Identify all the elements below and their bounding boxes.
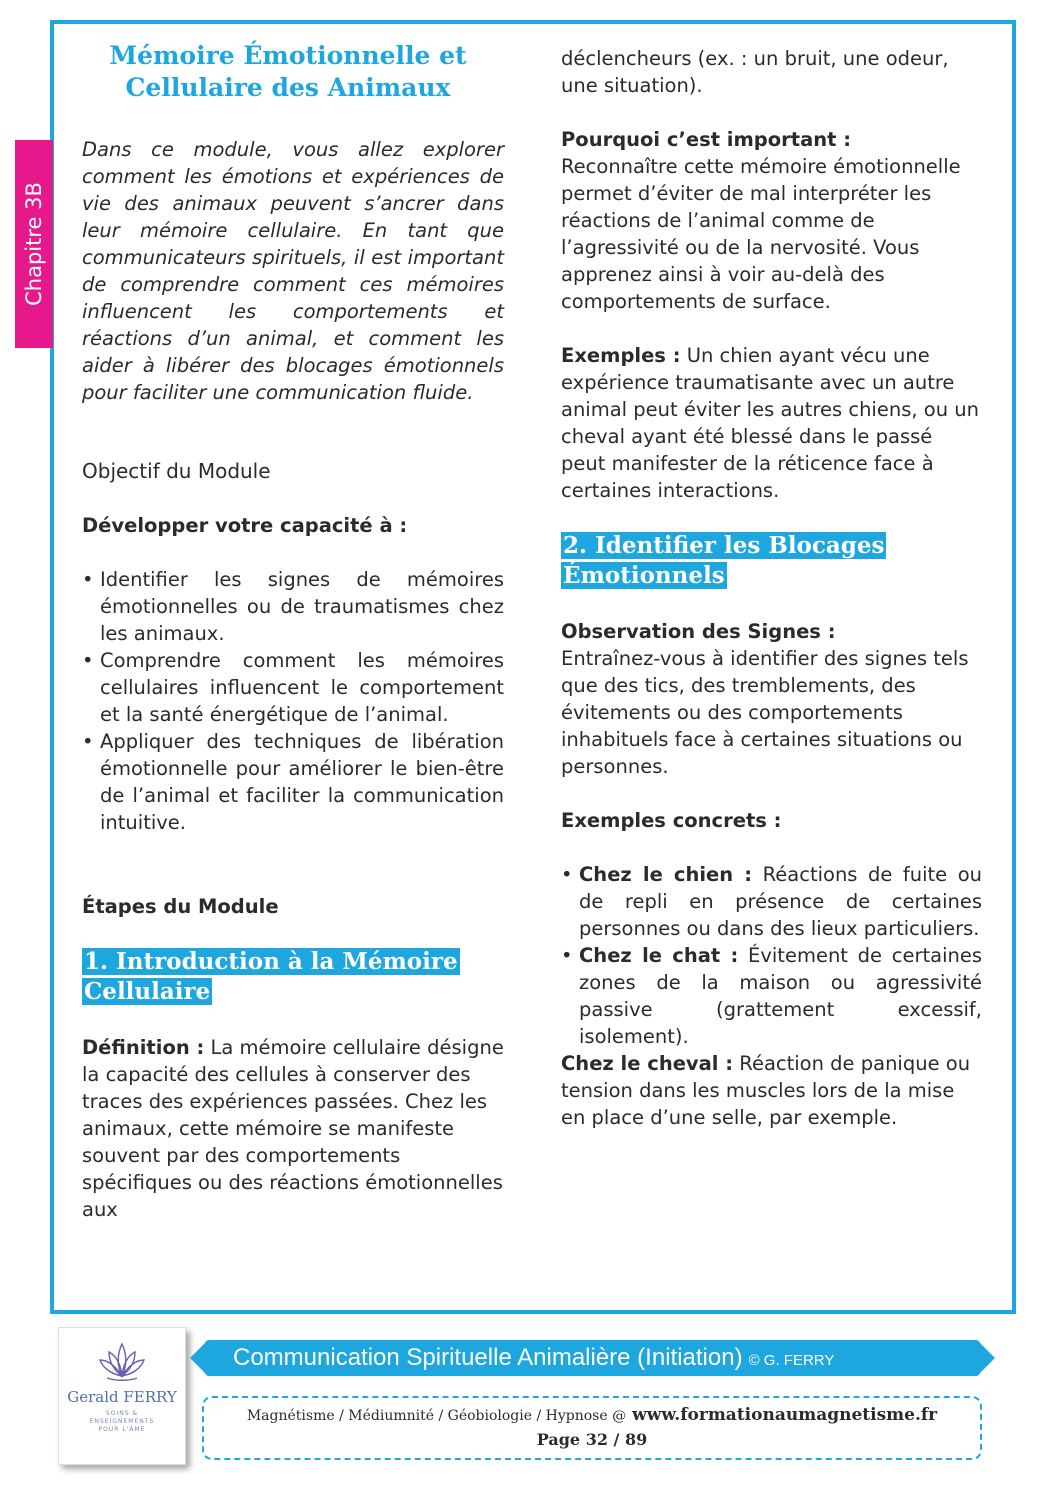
logo-name: Gerald FERRY	[67, 1388, 177, 1406]
examples-paragraph	[561, 342, 982, 504]
why-text: Reconnaître cette mémoire émotionnelle permet d’éviter de mal interpréter les réactions de l’animal comme de l’agressivité ou de la nervosité. Vous apprenez ainsi à voir au-delà des comportements de surface.	[561, 155, 961, 313]
lotus-icon	[97, 1338, 147, 1382]
list-item	[561, 942, 982, 1050]
section1-heading-text: 1. Introduction à la Mémoire Cellulaire	[84, 948, 458, 1005]
left-column	[82, 40, 504, 1223]
definition-continued: déclencheurs (ex. : un bruit, une odeur, une situation).	[561, 47, 949, 97]
why-label: Pourquoi c’est important :	[561, 128, 852, 151]
definition-label: Définition :	[82, 1036, 205, 1059]
section2-heading	[561, 531, 982, 591]
disciplines: Magnétisme / Médiumnité / Géobiologie / Hypnose @	[246, 1408, 627, 1424]
page-number	[204, 1427, 980, 1453]
logo-tagline-line: SOINS &	[105, 1410, 139, 1417]
footer-info-box	[202, 1396, 982, 1460]
horse-paragraph	[561, 1050, 982, 1131]
page-current: 32	[585, 1430, 608, 1449]
observation-label: Observation des Signes :	[561, 620, 836, 643]
item-text: Réactions de fuite ou de repli en présence de certaines personnes ou dans des lieux particuliers.	[579, 863, 982, 940]
list-item	[561, 861, 982, 942]
list-item: • Appliquer des techniques de libération émotionnelle pour améliorer le bien-être de l’animal et faciliter la communication intuitive.	[82, 728, 504, 836]
concrete-list	[561, 861, 982, 1050]
logo	[58, 1327, 186, 1465]
item-text: Évitement de certaines zones de la maison ou agressivité passive (grattement excessif, isolement).	[579, 944, 983, 1048]
examples-label: Exemples :	[561, 344, 681, 367]
horse-label: Chez le cheval :	[561, 1052, 734, 1075]
logo-tagline-line: ENSEIGNEMENTS	[89, 1418, 155, 1425]
page-label: Page	[536, 1430, 581, 1449]
list-item: • Comprendre comment les mémoires cellulaires influencent le comportement et la santé énergétique de l’animal.	[82, 647, 504, 728]
objective-heading: Objectif du Module	[82, 459, 271, 483]
item-label: Chez le chat :	[579, 944, 739, 967]
examples-text: Un chien ayant vécu une expérience traumatisante avec un autre animal peut éviter les autres chiens, ou un cheval ayant été blessé dans le passé peut manifester de la réticence face à certaines interactions.	[561, 344, 979, 502]
course-title: Communication Spirituelle Animalière (Initiation)	[233, 1344, 743, 1371]
observation-text: Entraînez-vous à identifier des signes tels que des tics, des tremblements, des évitements ou des comportements inhabituels face à certaines situations ou personnes.	[561, 647, 969, 778]
logo-tagline	[59, 1410, 185, 1434]
horse-text: Réaction de panique ou tension dans les muscles lors de la mise en place d’une selle, par exemple.	[561, 1052, 971, 1129]
footer-course-title	[233, 1343, 834, 1376]
page-total: 89	[624, 1430, 648, 1449]
footer-disciplines-line	[204, 1404, 980, 1427]
chapter-tab	[15, 140, 53, 348]
concrete-label: Exemples concrets :	[561, 809, 782, 832]
chapter-label: Chapitre 3B	[22, 182, 46, 306]
definition-text: La mémoire cellulaire désigne la capacité des cellules à conserver des traces des expériences passées. Chez les animaux, cette mémoire se manifeste souvent par des comportements spécifiques ou des réactions émotionnelles aux	[82, 1036, 504, 1221]
objective-subheading: Développer votre capacité à :	[82, 514, 408, 537]
logo-tagline-line: POUR L'ÂME	[98, 1426, 146, 1433]
website-link[interactable]: www.formationaumagnetisme.fr	[632, 1405, 938, 1425]
item-label: Chez le chien :	[579, 863, 753, 886]
objective-list	[82, 566, 504, 836]
right-column	[561, 45, 982, 1131]
steps-heading: Étapes du Module	[82, 895, 279, 918]
list-item: • Identifier les signes de mémoires émotionnelles ou de traumatismes chez les animaux.	[82, 566, 504, 647]
copyright: © G. FERRY	[748, 1352, 835, 1369]
page-title: Mémoire Émotionnelle et Cellulaire des Animaux	[109, 41, 467, 102]
intro-paragraph: Dans ce module, vous allez explorer comment les émotions et expériences de vie des animaux peuvent s’ancrer dans leur mémoire cellulaire. En tant que communicateurs spirituels, il est important de comprendre comment ces mémoires influencent les comportements et réactions d’un animal, et comment les aider à libérer des blocages émotionnels pour faciliter une communication fluide.	[82, 138, 504, 404]
section1-heading	[82, 947, 504, 1007]
definition-paragraph	[82, 1034, 504, 1223]
page-separator: /	[613, 1430, 620, 1449]
footer-title-band	[205, 1340, 980, 1376]
section2-heading-text: 2. Identifier les Blocages Émotionnels	[563, 532, 885, 589]
